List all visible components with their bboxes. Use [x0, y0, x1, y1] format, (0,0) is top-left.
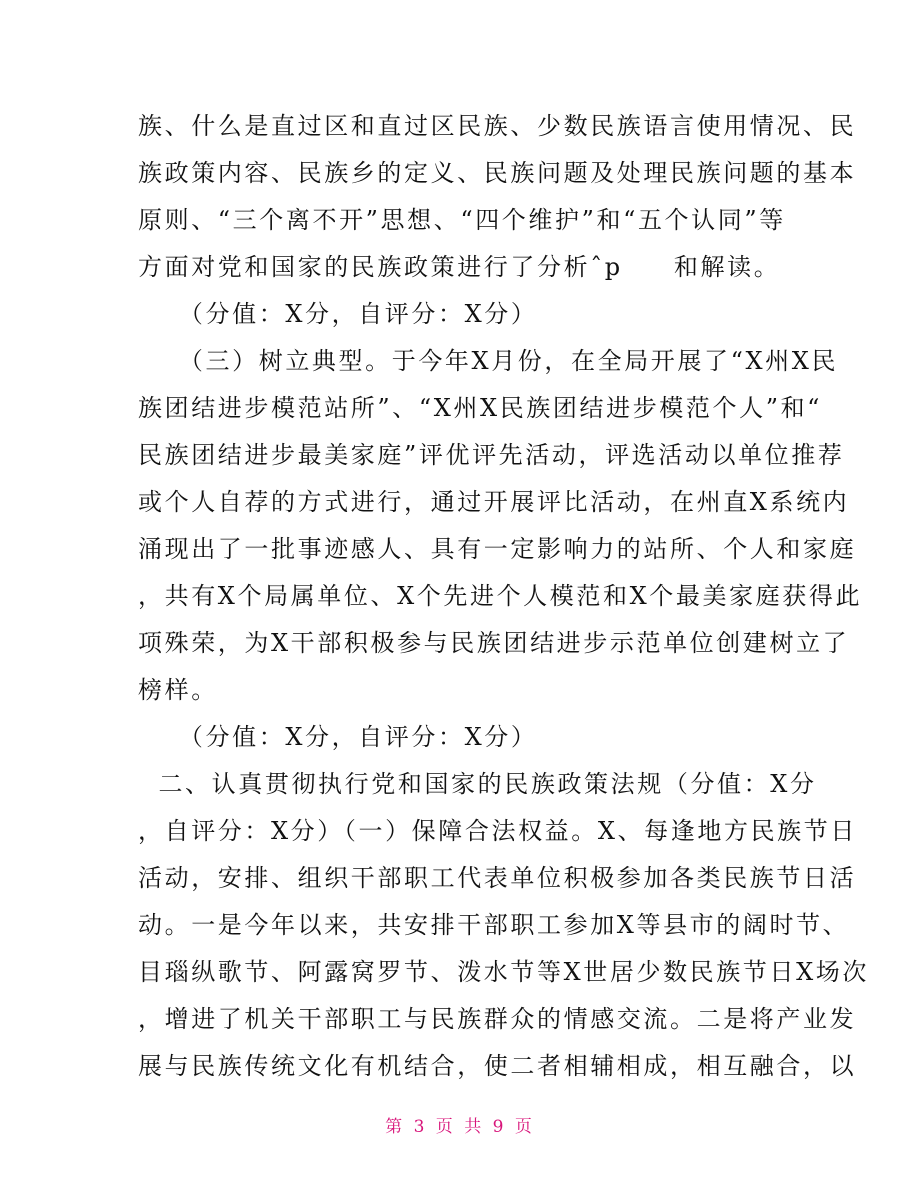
text-line: 动。一是今年以来，共安排干部职工参加X等县市的阔时节、: [138, 911, 850, 939]
text-line: 展与民族传统文化有机结合，使二者相辅相成，相互融合，以: [138, 1052, 857, 1080]
text-line: 或个人自荐的方式进行，通过开展评比活动，在州直X系统内: [138, 488, 850, 516]
text-line: ，共有X个局属单位、X个先进个人模范和X个最美家庭获得此: [138, 582, 863, 610]
text-line: 榜样。: [138, 676, 218, 704]
text-line: ，增进了机关干部职工与民族群众的情感交流。二是将产业发: [138, 1005, 857, 1033]
text-line: 项殊荣，为X干部积极参与民族团结进步示范单位创建树立了: [138, 629, 850, 657]
text-line: 族、什么是直过区和直过区民族、少数民族语言使用情况、民: [138, 112, 857, 140]
text-line: 活动，安排、组织干部职工代表单位积极参加各类民族节日活: [138, 864, 857, 892]
text-line: 族团结进步模范站所”、“X州X民族团结进步模范个人”和“: [138, 394, 823, 422]
section-heading-line: 二、认真贯彻执行党和国家的民族政策法规（分值：X分: [138, 770, 817, 798]
score-line: （分值：X分，自评分：X分）: [138, 300, 538, 328]
text-line: ，自评分：X分）（一）保障合法权益。X、每逢地方民族节日: [138, 817, 857, 845]
text-line: 目瑙纵歌节、阿露窝罗节、泼水节等X世居少数民族节日X场次: [138, 958, 869, 986]
text-line: （三）树立典型。于今年X月份，在全局开展了“X州X民: [138, 347, 839, 375]
page-number-footer: 第 3 页 共 9 页: [385, 1117, 535, 1137]
text-line: 民族团结进步最美家庭”评优评先活动，评选活动以单位推荐: [138, 441, 845, 469]
text-line: 族政策内容、民族乡的定义、民族问题及处理民族问题的基本: [138, 159, 857, 187]
text-line: 涌现出了一批事迹感人、具有一定影响力的站所、个人和家庭: [138, 535, 857, 563]
text-line: 原则、“三个离不开”思想、“四个维护”和“五个认同”等: [138, 206, 786, 234]
text-line: 方面对党和国家的民族政策进行了分析ˆp 和解读。: [138, 253, 781, 281]
score-line: （分值：X分，自评分：X分）: [138, 723, 538, 751]
